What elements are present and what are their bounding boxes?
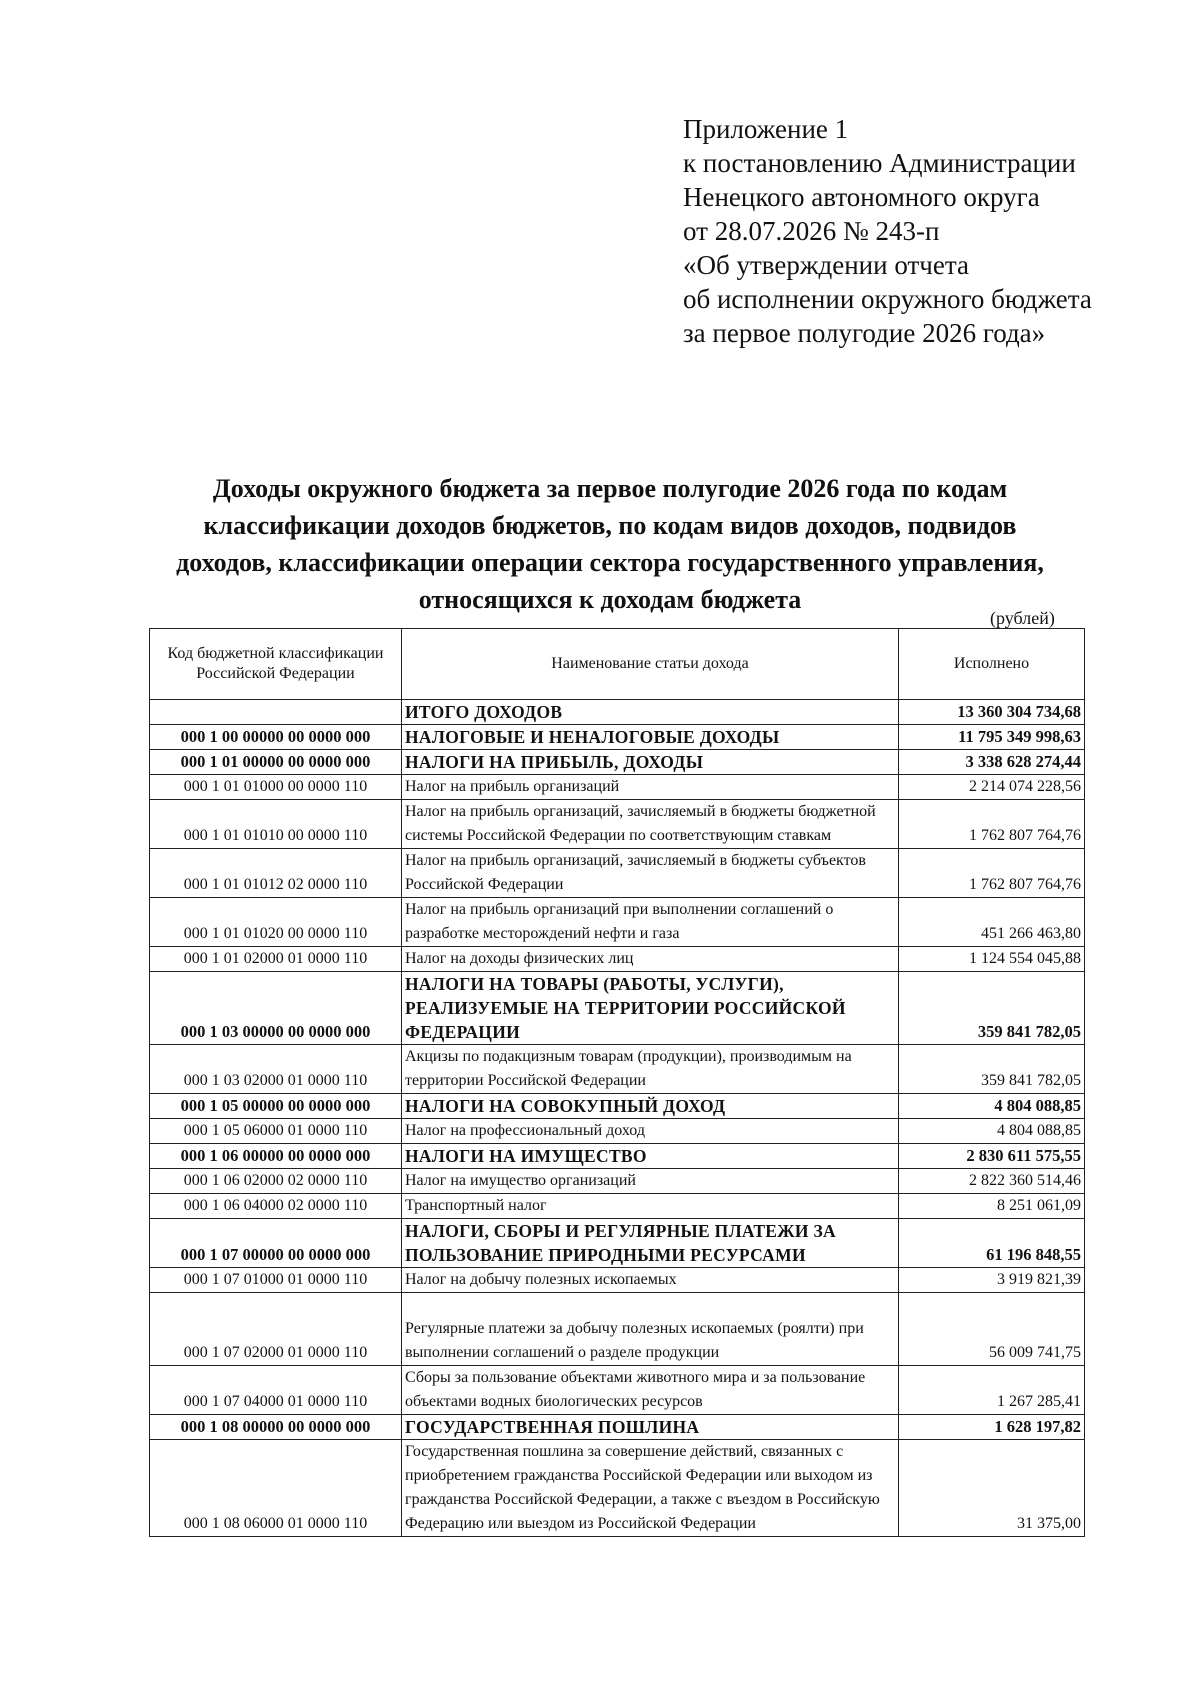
row-code: 000 1 05 00000 00 0000 000 — [150, 1094, 402, 1119]
row-code: 000 1 01 01012 02 0000 110 — [150, 849, 402, 898]
row-name: ГОСУДАРСТВЕННАЯ ПОШЛИНА — [402, 1415, 899, 1440]
row-name: НАЛОГИ НА СОВОКУПНЫЙ ДОХОД — [402, 1094, 899, 1119]
appendix-line: «Об утверждении отчета — [683, 250, 969, 280]
table-row — [150, 849, 1085, 898]
row-name: Налог на имущество организаций — [402, 1169, 899, 1194]
table-row — [150, 1094, 1085, 1119]
row-code: 000 1 03 02000 01 0000 110 — [150, 1045, 402, 1094]
table-row — [150, 750, 1085, 775]
row-name: Налог на добычу полезных ископаемых — [402, 1268, 899, 1293]
row-name: Налог на прибыль организаций, зачисляемый в бюджеты бюджетной системы Российской Федерации по соответствующим ставкам — [402, 800, 899, 849]
row-code: 000 1 07 02000 01 0000 110 — [150, 1293, 402, 1366]
row-name: НАЛОГИ НА ИМУЩЕСТВО — [402, 1144, 899, 1169]
row-sum: 11 795 349 998,63 — [899, 725, 1085, 750]
table-row — [150, 898, 1085, 947]
table-row — [150, 1268, 1085, 1293]
row-sum: 1 628 197,82 — [899, 1415, 1085, 1440]
row-code: 000 1 07 00000 00 0000 000 — [150, 1219, 402, 1268]
row-name: Налог на доходы физических лиц — [402, 947, 899, 972]
row-sum: 8 251 061,09 — [899, 1194, 1085, 1219]
header-code: Код бюджетной классификации Российской Федерации — [150, 629, 402, 700]
row-name: НАЛОГОВЫЕ И НЕНАЛОГОВЫЕ ДОХОДЫ — [402, 725, 899, 750]
row-code: 000 1 06 00000 00 0000 000 — [150, 1144, 402, 1169]
table-row — [150, 725, 1085, 750]
row-code: 000 1 01 01000 00 0000 110 — [150, 775, 402, 800]
table-row — [150, 1144, 1085, 1169]
row-code: 000 1 07 04000 01 0000 110 — [150, 1366, 402, 1415]
table-body — [150, 700, 1085, 1537]
table-header-row — [150, 629, 1085, 700]
appendix-line: за первое полугодие 2026 года» — [683, 318, 1046, 348]
header-name: Наименование статьи дохода — [402, 629, 899, 700]
row-sum: 359 841 782,05 — [899, 1045, 1085, 1094]
table-row — [150, 972, 1085, 1045]
document-title — [120, 470, 1100, 618]
row-sum: 4 804 088,85 — [899, 1119, 1085, 1144]
row-code: 000 1 06 02000 02 0000 110 — [150, 1169, 402, 1194]
row-name: НАЛОГИ НА ТОВАРЫ (РАБОТЫ, УСЛУГИ), РЕАЛИЗУЕМЫЕ НА ТЕРРИТОРИИ РОССИЙСКОЙ ФЕДЕРАЦИИ — [402, 972, 899, 1045]
row-name: Налог на профессиональный доход — [402, 1119, 899, 1144]
row-sum: 13 360 304 734,68 — [899, 700, 1085, 725]
row-name: Сборы за пользование объектами животного мира и за пользование объектами водных биологических ресурсов — [402, 1366, 899, 1415]
income-table — [149, 628, 1085, 1537]
appendix-line: от 28.07.2026 № 243-п — [683, 216, 940, 246]
table-row — [150, 1366, 1085, 1415]
appendix-block — [683, 112, 1092, 350]
row-sum: 1 762 807 764,76 — [899, 849, 1085, 898]
table-row — [150, 1119, 1085, 1144]
row-sum: 1 267 285,41 — [899, 1366, 1085, 1415]
row-name: Государственная пошлина за совершение действий, связанных с приобретением гражданства Российской Федерации или выходом из гражданства Российской Федерации, а также с въездом в Российскую Федерацию или выездом из Российской Федерации — [402, 1440, 899, 1537]
row-name: Акцизы по подакцизным товарам (продукции), производимым на территории Российской Федерации — [402, 1045, 899, 1094]
row-code: 000 1 06 04000 02 0000 110 — [150, 1194, 402, 1219]
row-name: Налог на прибыль организаций — [402, 775, 899, 800]
table-row — [150, 800, 1085, 849]
row-code: 000 1 01 00000 00 0000 000 — [150, 750, 402, 775]
table-row — [150, 1045, 1085, 1094]
row-name: НАЛОГИ, СБОРЫ И РЕГУЛЯРНЫЕ ПЛАТЕЖИ ЗА ПОЛЬЗОВАНИЕ ПРИРОДНЫМИ РЕСУРСАМИ — [402, 1219, 899, 1268]
row-code: 000 1 00 00000 00 0000 000 — [150, 725, 402, 750]
row-name: Налог на прибыль организаций при выполнении соглашений о разработке месторождений нефти и газа — [402, 898, 899, 947]
row-sum: 1 762 807 764,76 — [899, 800, 1085, 849]
row-sum: 1 124 554 045,88 — [899, 947, 1085, 972]
row-code — [150, 700, 402, 725]
row-name: Налог на прибыль организаций, зачисляемый в бюджеты субъектов Российской Федерации — [402, 849, 899, 898]
table-row — [150, 1440, 1085, 1537]
units-label: (рублей) — [990, 608, 1055, 628]
row-sum: 2 830 611 575,55 — [899, 1144, 1085, 1169]
table-row — [150, 1169, 1085, 1194]
table-row — [150, 1194, 1085, 1219]
row-sum: 2 822 360 514,46 — [899, 1169, 1085, 1194]
row-code: 000 1 01 01010 00 0000 110 — [150, 800, 402, 849]
title-line: классификации доходов бюджетов, по кодам видов доходов, подвидов — [203, 511, 1017, 540]
appendix-line: к постановлению Администрации — [683, 148, 1076, 178]
appendix-line: Ненецкого автономного округа — [683, 182, 1040, 212]
row-name: НАЛОГИ НА ПРИБЫЛЬ, ДОХОДЫ — [402, 750, 899, 775]
row-code: 000 1 07 01000 01 0000 110 — [150, 1268, 402, 1293]
row-sum: 61 196 848,55 — [899, 1219, 1085, 1268]
row-sum: 359 841 782,05 — [899, 972, 1085, 1045]
table-row — [150, 1415, 1085, 1440]
title-line: относящихся к доходам бюджета — [418, 585, 802, 614]
appendix-line: Приложение 1 — [683, 114, 849, 144]
row-name: ИТОГО ДОХОДОВ — [402, 700, 899, 725]
table-row — [150, 775, 1085, 800]
row-code: 000 1 03 00000 00 0000 000 — [150, 972, 402, 1045]
row-sum: 3 338 628 274,44 — [899, 750, 1085, 775]
row-code: 000 1 08 00000 00 0000 000 — [150, 1415, 402, 1440]
title-line: Доходы окружного бюджета за первое полугодие 2026 года по кодам — [212, 474, 1008, 503]
table-row — [150, 1293, 1085, 1366]
appendix-line: об исполнении окружного бюджета — [683, 284, 1092, 314]
row-code: 000 1 05 06000 01 0000 110 — [150, 1119, 402, 1144]
row-sum: 451 266 463,80 — [899, 898, 1085, 947]
header-sum: Исполнено — [899, 629, 1085, 700]
row-sum: 31 375,00 — [899, 1440, 1085, 1537]
row-name: Транспортный налог — [402, 1194, 899, 1219]
table-row — [150, 700, 1085, 725]
table-row — [150, 1219, 1085, 1268]
table-row — [150, 947, 1085, 972]
title-line: доходов, классификации операции сектора государственного управления, — [176, 548, 1044, 577]
row-code: 000 1 01 02000 01 0000 110 — [150, 947, 402, 972]
row-code: 000 1 01 01020 00 0000 110 — [150, 898, 402, 947]
row-sum: 3 919 821,39 — [899, 1268, 1085, 1293]
row-sum: 2 214 074 228,56 — [899, 775, 1085, 800]
row-code: 000 1 08 06000 01 0000 110 — [150, 1440, 402, 1537]
row-sum: 56 009 741,75 — [899, 1293, 1085, 1366]
row-sum: 4 804 088,85 — [899, 1094, 1085, 1119]
row-name: Регулярные платежи за добычу полезных ископаемых (роялти) при выполнении соглашений о разделе продукции — [402, 1293, 899, 1366]
